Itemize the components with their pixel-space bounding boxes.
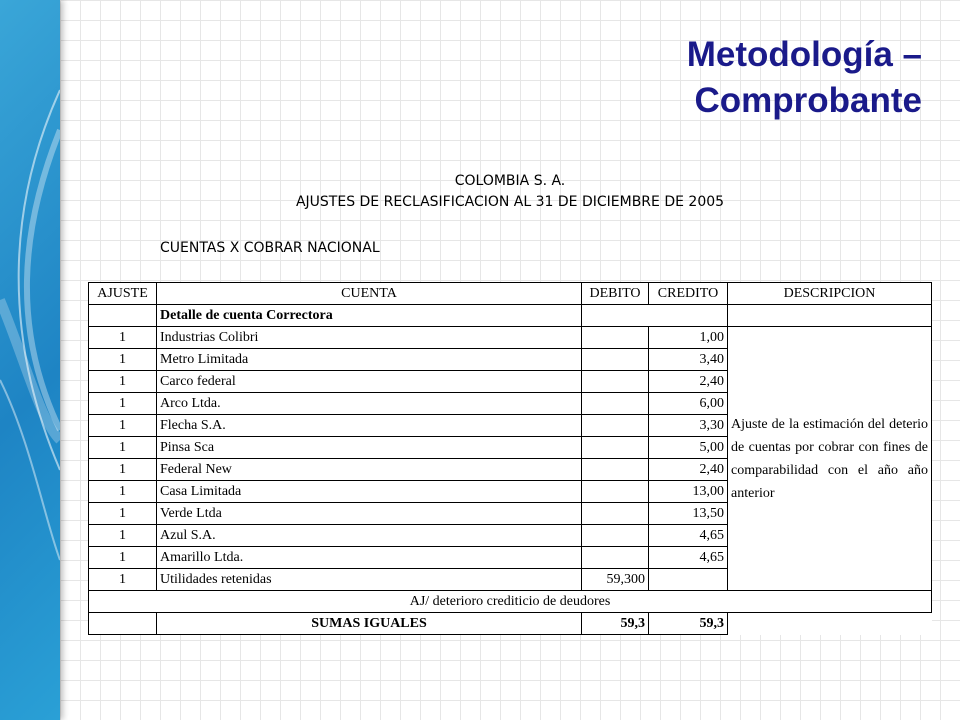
row-credito: 3,30 — [649, 415, 728, 437]
row-ajuste: 1 — [89, 415, 157, 437]
row-ajuste: 1 — [89, 525, 157, 547]
row-credito: 13,00 — [649, 481, 728, 503]
row-ajuste: 1 — [89, 569, 157, 591]
row-cuenta: Metro Limitada — [157, 349, 582, 371]
adjustments-table — [88, 282, 932, 635]
row-debito — [582, 503, 649, 525]
row-ajuste: 1 — [89, 503, 157, 525]
sidebar-decoration — [0, 0, 60, 720]
header-credito: CREDITO — [649, 283, 728, 305]
row-ajuste: 1 — [89, 327, 157, 349]
row-cuenta: Arco Ltda. — [157, 393, 582, 415]
row-debito — [582, 525, 649, 547]
row-ajuste: 1 — [89, 547, 157, 569]
row-debito — [582, 371, 649, 393]
row-cuenta: Carco federal — [157, 371, 582, 393]
row-ajuste: 1 — [89, 481, 157, 503]
row-cuenta: Verde Ltda — [157, 503, 582, 525]
totals-label: SUMAS IGUALES — [157, 613, 582, 635]
total-credito: 59,3 — [649, 613, 728, 635]
totals-empty-desc — [728, 613, 932, 635]
detail-empty-amounts — [582, 305, 728, 327]
row-debito — [582, 437, 649, 459]
detail-empty-desc — [728, 305, 932, 327]
row-debito — [582, 415, 649, 437]
row-credito: 4,65 — [649, 525, 728, 547]
detail-row — [89, 305, 932, 327]
detail-empty-ajuste — [89, 305, 157, 327]
row-ajuste: 1 — [89, 459, 157, 481]
row-debito — [582, 327, 649, 349]
header-descripcion: DESCRIPCION — [728, 283, 932, 305]
row-credito: 3,40 — [649, 349, 728, 371]
row-debito — [582, 459, 649, 481]
header-debito: DEBITO — [582, 283, 649, 305]
company-name: COLOMBIA S. A. — [454, 173, 566, 189]
row-cuenta: Industrias Colibri — [157, 327, 582, 349]
note-row — [89, 591, 932, 613]
slide-title-line1: Metodología – — [686, 35, 922, 74]
section-title: CUENTAS X COBRAR NACIONAL — [160, 240, 380, 256]
row-cuenta: Utilidades retenidas — [157, 569, 582, 591]
totals-empty — [89, 613, 157, 635]
note-text: AJ/ deterioro crediticio de deudores — [89, 591, 932, 613]
row-ajuste: 1 — [89, 349, 157, 371]
row-descripcion: Ajuste de la estimación del deterio de cuentas por cobrar con fines de comparabilidad con el año año anterior — [728, 327, 932, 591]
row-credito: 2,40 — [649, 459, 728, 481]
row-debito — [582, 349, 649, 371]
row-debito — [582, 393, 649, 415]
row-credito: 2,40 — [649, 371, 728, 393]
table-header-row — [89, 283, 932, 305]
detail-label: Detalle de cuenta Correctora — [157, 305, 582, 327]
row-cuenta: Pinsa Sca — [157, 437, 582, 459]
row-ajuste: 1 — [89, 371, 157, 393]
row-credito: 13,50 — [649, 503, 728, 525]
row-cuenta: Casa Limitada — [157, 481, 582, 503]
row-ajuste: 1 — [89, 437, 157, 459]
slide-title — [687, 32, 922, 124]
row-cuenta: Flecha S.A. — [157, 415, 582, 437]
header-cuenta: CUENTA — [157, 283, 582, 305]
row-credito: 5,00 — [649, 437, 728, 459]
row-cuenta: Amarillo Ltda. — [157, 547, 582, 569]
row-debito: 59,300 — [582, 569, 649, 591]
row-ajuste: 1 — [89, 393, 157, 415]
row-credito: 4,65 — [649, 547, 728, 569]
header-ajuste: AJUSTE — [89, 283, 157, 305]
row-credito — [649, 569, 728, 591]
document-subtitle: AJUSTES DE RECLASIFICACION AL 31 DE DICIEMBRE DE 2005 — [295, 194, 725, 210]
total-debito: 59,3 — [582, 613, 649, 635]
totals-row — [89, 613, 932, 635]
wave-decoration — [0, 0, 60, 720]
row-credito: 6,00 — [649, 393, 728, 415]
row-debito — [582, 481, 649, 503]
row-credito: 1,00 — [649, 327, 728, 349]
row-cuenta: Azul S.A. — [157, 525, 582, 547]
table-row — [89, 327, 932, 349]
slide-title-line2: Comprobante — [694, 81, 922, 120]
row-debito — [582, 547, 649, 569]
row-cuenta: Federal New — [157, 459, 582, 481]
